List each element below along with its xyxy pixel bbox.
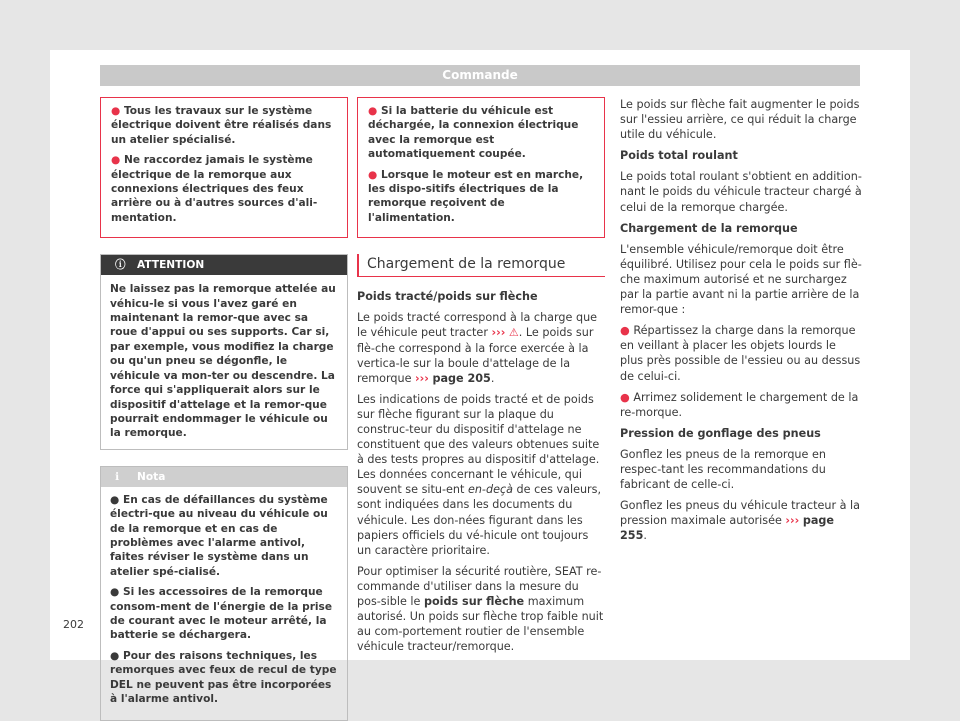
bullet-icon: ● [620,390,630,404]
reference-arrow-icon: ››› [415,371,429,385]
warning-circle-icon: ⓘ [115,259,126,272]
paragraph: Gonflez les pneus du véhicule tracteur à la pression maximale autorisée ››› page 255. [620,499,861,543]
reference-arrow-icon: ››› [785,514,800,528]
paragraph: Le poids sur flèche fait augmenter le poids sur l'essieu arrière, ce qui réduit la charge utile du véhicule. [620,98,860,142]
page-number: 202 [63,618,84,631]
page-reference-link[interactable]: page 205 [432,371,491,385]
warning-item: ● Si la batterie du véhicule est déchargée, la connexion électrique avec la remorque est automatiquement coupée. [368,105,579,161]
bullet-icon: ● [110,493,120,506]
reference-arrow-icon[interactable]: ››› [491,326,506,340]
column-right [620,97,862,549]
warning-item: ● Ne raccordez jamais le système électrique de la remorque aux connexions électriques des feux arrière ou à d'autres sources d'ali-mentation. [111,154,318,224]
page-reference-link[interactable]: page 255 [620,514,834,543]
bullet-icon: ● [110,649,120,662]
note-item: ● En cas de défaillances du système électri-que au niveau du véhicule ou de la remorque et en cas de problèmes avec l'alarme antivol, faites réviser le système dans un atelier spé-cialisé. [110,493,328,578]
column-left [100,97,348,721]
paragraph: Pour optimiser la sécurité routière, SEAT re-commande d'utiliser dans la mesure du pos-sible le poids sur flèche maximum autorisé. Un poids sur flèche trop faible nuit au com-portement routier de l'ensemble véhicule tracteur/remorque. [357,564,604,654]
note-item: ● Si les accessoires de la remorque consom-ment de l'énergie de la prise de courant avec le moteur arrêté, la batterie se déchargera. [110,586,333,642]
list-item: ● Répartissez la charge dans la remorque en veillant à placer les objets lourds le plus près possible de l'essieu ou au dessus de celui-ci. [620,324,861,383]
paragraph: Les indications de poids tracté et de poids sur flèche figurant sur la plaque du construc-teur du dispositif d'attelage ne constituent que des valeurs obtenues suite à des tests propres au dispositif d'attelage. Les données concernant le véhicule, qui souvent se situ-ent en-deçà de ces valeurs, sont indiquées dans les documents du véhicule. Les don-nées figurant dans les papiers officiels du vé-hicule ont toujours un caractère prioritaire. [357,392,602,557]
section-title: Chargement de la remorque [357,254,605,277]
paragraph: L'ensemble véhicule/remorque doit être équilibré. Utilisez pour cela le poids sur flè-che maximum autorisé et ne surchargez par la partie avant ni la partie arrière de la remor-que : [620,242,862,317]
bullet-icon: ● [368,105,378,117]
paragraph: Le poids tracté correspond à la charge que le véhicule peut tracter ››› ⚠. Le poids sur flè-che correspond à la force exercée à la vertica-le sur la boule d'attelage de la remorque ››› page 205. [357,311,598,385]
note-body [101,487,347,721]
attention-text: Ne laissez pas la remorque attelée au véhicu-le si vous l'avez garé en maintenant la remor-que avec sa roue d'appui ou ses supports. Car si, par exemple, vous modifiez la charge ou qu'un pneu se dégonfle, le véhicule va mon-ter ou descendre. La force qui s'appliquerait alors sur le dispositif d'attelage et la remor-que pourrait endommager le véhicule ou la remorque. [110,283,336,440]
subheading: Poids tracté/poids sur flèche [357,290,538,304]
warning-triangle-icon: ⚠ [508,326,519,340]
bullet-icon: ● [620,324,630,338]
page [50,50,910,705]
attention-header: ⓘ ATTENTION [101,255,347,275]
warning-item: ● Lorsque le moteur est en marche, les dispo-sitifs électriques de la remorque reçoivent de l'alimentation. [368,168,584,224]
page-header: Commande [100,65,860,86]
section-body [357,289,605,654]
bullet-icon: ● [111,105,121,117]
note-header: ℹ Nota [101,467,347,487]
warning-box-continued [357,97,605,238]
bullet-icon: ● [111,154,121,167]
list-item: ● Arrimez solidement le chargement de la re-morque. [620,390,859,419]
warning-item: ● Tous les travaux sur le système électrique doivent être réalisés dans un atelier spécialisé. [111,105,332,146]
note-item: ● Pour des raisons techniques, les remorques avec feux de recul de type DEL ne peuvent pas être incorporées à l'alarme antivol. [110,649,337,705]
paragraph: Gonflez les pneus de la remorque en respec-tant les recommandations du fabricant de celle-ci. [620,447,826,492]
paragraph: Le poids total roulant s'obtient en addition-nant le poids du véhicule tracteur chargé à celui de la remorque chargée. [620,170,862,214]
warning-box [100,97,348,238]
attention-box [100,254,348,449]
subheading: Pression de gonflage des pneus [620,426,821,440]
info-icon: ℹ [115,470,120,483]
subheading: Poids total roulant [620,149,738,163]
note-box [100,466,348,721]
subheading: Chargement de la remorque [620,221,798,235]
bullet-icon: ● [110,586,120,599]
bullet-icon: ● [368,168,378,181]
column-middle [357,97,605,660]
